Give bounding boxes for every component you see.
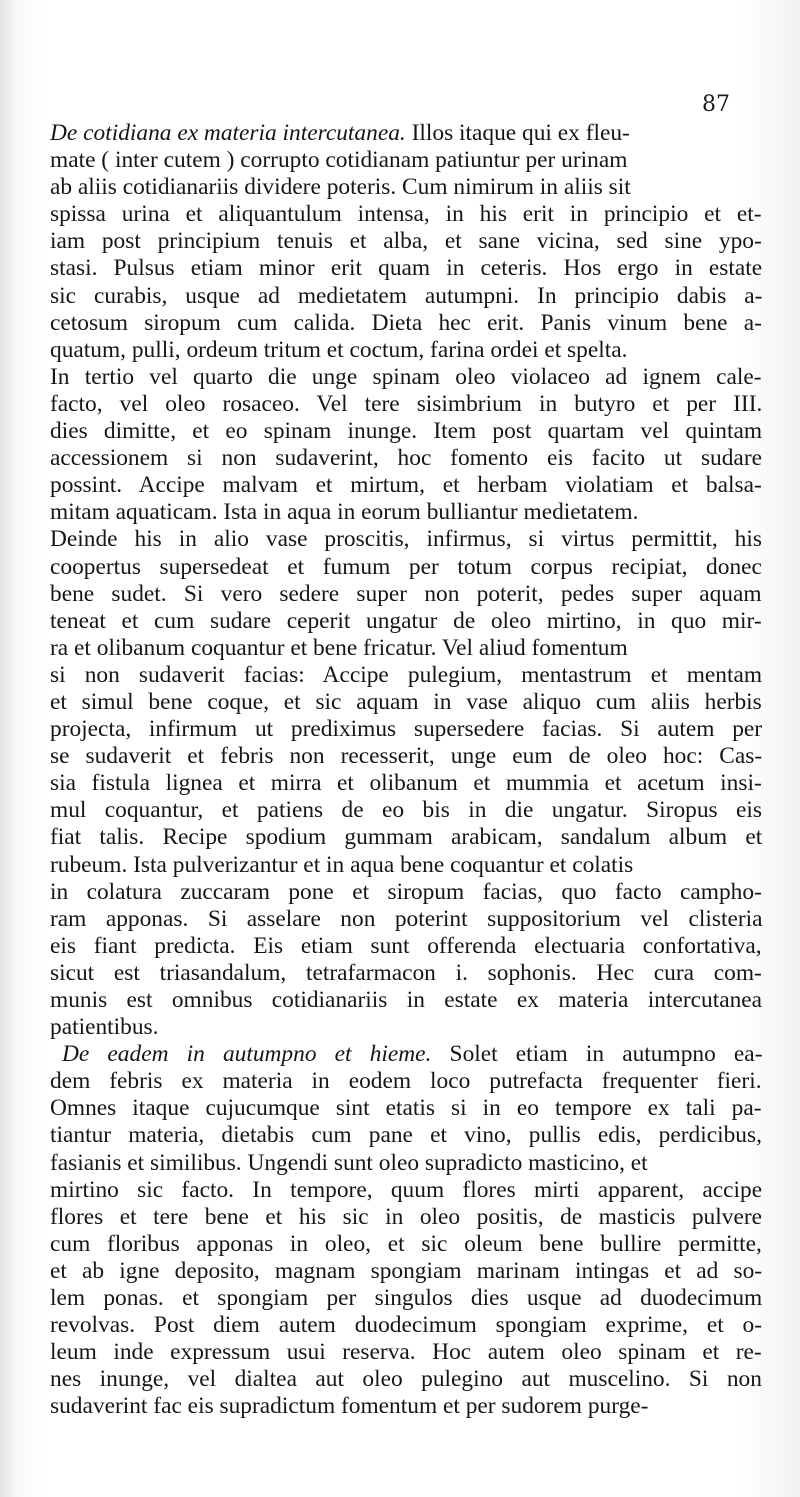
text-line	[50, 391, 762, 418]
line-text: patientibus.	[50, 1014, 159, 1041]
section-heading: De cotidiana ex materia intercutanea.	[50, 120, 406, 146]
text-line	[50, 879, 762, 906]
text-line	[50, 526, 762, 553]
text-line	[50, 1258, 762, 1285]
body-text	[50, 120, 762, 1421]
line-text: mirtino sic facto. In tempore, quum flores mirti apparent, accipe	[50, 1176, 763, 1203]
text-line	[50, 1095, 762, 1122]
text-line	[50, 554, 762, 581]
line-text: possint. Accipe malvam et mirtum, et herbam violatiam et balsa-	[50, 472, 762, 499]
line-text: mate ( inter cutem ) corrupto cotidianam patiuntur per urinam	[50, 147, 628, 174]
text-line	[50, 635, 762, 662]
line-text: et ab igne deposito, magnam spongiam marinam intingas et ad so-	[50, 1257, 763, 1284]
text-line	[50, 1041, 762, 1068]
text-line	[50, 255, 762, 282]
line-text: nes inunge, vel dialtea aut oleo pulegino aut muscelino. Si non	[50, 1366, 762, 1393]
line-text: rubeum. Ista pulverizantur et in aqua bene coquantur et colatis	[50, 851, 634, 878]
line-text: In tertio vel quarto die unge spinam oleo violaceo ad ignem cale-	[50, 363, 762, 390]
line-text: stasi. Pulsus etiam minor erit quam in ceteris. Hos ergo in estate	[50, 255, 763, 282]
text-line	[50, 1366, 762, 1393]
line-text: se sudaverit et febris non recesserit, unge eum de oleo hoc: Cas-	[50, 743, 763, 770]
text-line	[50, 608, 762, 635]
text-line	[50, 310, 762, 337]
text-line	[50, 499, 762, 526]
line-text: bene sudet. Si vero sedere super non poterit, pedes super aquam	[50, 580, 762, 607]
text-line	[50, 1014, 762, 1041]
line-text: et simul bene coque, et sic aquam in vase aliquo cum aliis herbis	[50, 688, 762, 715]
text-line	[50, 960, 762, 987]
text-line	[50, 472, 762, 499]
text-line	[50, 797, 762, 824]
text-line	[50, 743, 762, 770]
text-line	[50, 1231, 762, 1258]
text-line	[50, 364, 762, 391]
text-line	[50, 445, 762, 472]
line-text: in colatura zuccaram pone et siropum facias, quo facto campho-	[50, 878, 762, 905]
line-text: cum floribus apponas in oleo, et sic oleum bene bullire permitte,	[50, 1230, 762, 1257]
line-text: sicut est triasandalum, tetrafarmacon i. sophonis. Hec cura com-	[50, 959, 762, 986]
line-text: leum inde expressum usui reserva. Hoc autem oleo spinam et re-	[50, 1339, 762, 1366]
text-line	[50, 1393, 762, 1420]
line-text: Deinde his in alio vase proscitis, infirmus, si virtus permittit, his	[50, 526, 762, 553]
text-line	[50, 1177, 762, 1204]
text-line	[50, 770, 762, 797]
text-line	[50, 689, 762, 716]
line-text: munis est omnibus cotidianariis in estate ex materia intercutanea	[50, 987, 763, 1013]
text-line	[50, 906, 762, 933]
line-text: flores et tere bene et his sic in oleo positis, de masticis pulvere	[50, 1203, 762, 1230]
line-text: sudaverint fac eis supradictum fomentum et per sudorem purge-	[50, 1393, 649, 1420]
line-text: revolvas. Post diem autem duodecimum spongiam exprime, et o-	[50, 1312, 763, 1339]
line-text: eis fiant predicta. Eis etiam sunt offerenda electuaria confortativa,	[50, 932, 762, 959]
text-line	[50, 1150, 762, 1177]
text-line	[50, 716, 762, 743]
line-text: mul coquantur, et patiens de eo bis in die ungatur. Siropus eis	[50, 797, 763, 824]
text-line	[50, 1122, 762, 1149]
text-line	[50, 1068, 762, 1095]
line-text: ra et olibanum coquantur et bene fricatur. Vel aliud fomentum	[50, 634, 628, 661]
text-line	[50, 147, 762, 174]
text-line	[50, 1312, 762, 1339]
text-line	[50, 581, 762, 608]
text-line	[50, 201, 762, 228]
line-text: sia fistula lignea et mirra et olibanum et mummia et acetum insi-	[50, 770, 762, 797]
text-line	[50, 1339, 762, 1366]
line-text: tiantur materia, dietabis cum pane et vino, pullis edis, perdicibus,	[50, 1122, 762, 1149]
text-line	[50, 228, 762, 255]
text-line	[50, 418, 762, 445]
text-line	[50, 824, 762, 851]
text-line	[50, 174, 762, 201]
text-line	[50, 283, 762, 310]
line-text: projecta, infirmum ut prediximus supersedere facias. Si autem per	[50, 716, 763, 743]
text-line	[50, 987, 762, 1014]
line-text: Solet etiam in autumpno ea-	[431, 1041, 763, 1068]
page-edge-shadow	[0, 0, 18, 1497]
line-text: ram apponas. Si asselare non poterint suppositorium vel clisteria	[50, 905, 763, 932]
line-text: fasianis et similibus. Ungendi sunt oleo supradicto masticino, et	[50, 1149, 648, 1176]
line-text: Illos itaque qui ex fleu-	[405, 120, 630, 146]
text-line	[50, 1285, 762, 1312]
line-text: quatum, pulli, ordeum tritum et coctum, farina ordei et spelta.	[50, 336, 628, 363]
text-line	[50, 662, 762, 689]
text-line	[50, 1204, 762, 1231]
text-line	[50, 852, 762, 879]
section-heading: De eadem in autumpno et hieme.	[62, 1041, 432, 1068]
page-number: 87	[702, 92, 730, 117]
line-text: Omnes itaque cujucumque sint etatis si in eo tempore ex tali pa-	[50, 1095, 762, 1122]
line-text: accessionem si non sudaverint, hoc fomento eis facito ut sudare	[50, 445, 762, 472]
text-line	[50, 337, 762, 364]
line-text: facto, vel oleo rosaceo. Vel tere sisimbrium in butyro et per III.	[50, 390, 763, 417]
text-line	[50, 933, 762, 960]
line-text: dem febris ex materia in eodem loco putrefacta frequenter fieri.	[50, 1068, 762, 1095]
line-text: si non sudaverit facias: Accipe pulegium, mentastrum et mentam	[50, 661, 763, 688]
line-text: coopertus supersedeat et fumum per totum corpus recipiat, donec	[50, 553, 762, 580]
line-text: mitam aquaticam. Ista in aqua in eorum bulliantur medietatem.	[50, 499, 639, 526]
line-text: iam post principium tenuis et alba, et sane vicina, sed sine ypo-	[50, 228, 762, 255]
line-text: ab aliis cotidianariis dividere poteris. Cum nimirum in aliis sit	[50, 174, 631, 201]
line-text: fiat talis. Recipe spodium gummam arabicam, sandalum album et	[50, 824, 763, 851]
line-text: sic curabis, usque ad medietatem autumpni. In principio dabis a-	[50, 282, 763, 309]
line-text: cetosum siropum cum calida. Dieta hec erit. Panis vinum bene a-	[50, 309, 762, 336]
line-text: spissa urina et aliquantulum intensa, in his erit in principio et et-	[50, 201, 762, 228]
line-text: dies dimitte, et eo spinam inunge. Item post quartam vel quintam	[50, 418, 763, 445]
line-text: teneat et cum sudare ceperit ungatur de oleo mirtino, in quo mir-	[50, 607, 762, 634]
line-text: lem ponas. et spongiam per singulos dies usque ad duodecimum	[50, 1285, 763, 1312]
text-line	[50, 120, 762, 147]
